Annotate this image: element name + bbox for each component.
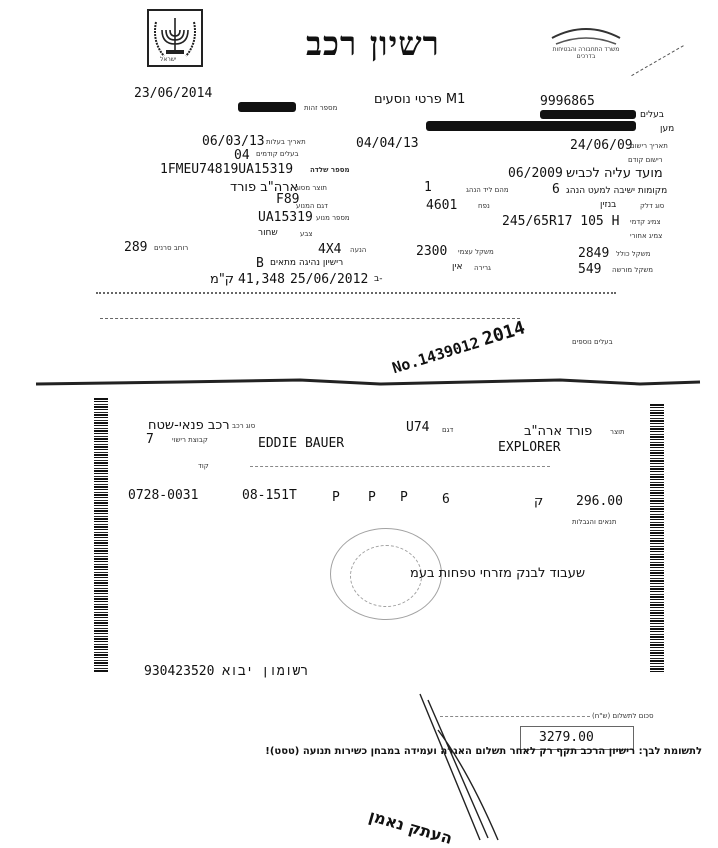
license-class-label: רישיון נהיגה מתאים <box>270 258 344 268</box>
first-road-label: מועד עליה לכביש <box>566 166 663 181</box>
total-weight: 2849 <box>578 246 610 261</box>
bank-note: שעבוד לבנק מזרחי טפחות בעמ <box>410 566 586 581</box>
odometer-prefix: ב- <box>374 274 383 284</box>
trim-name: EDDIE BAUER <box>258 436 345 451</box>
signature-true-copy: העתק נאמן <box>366 806 455 848</box>
series-name: EXPLORER <box>498 440 561 455</box>
issue-date: 23/06/2014 <box>134 86 213 101</box>
first-road-date: 06/2009 <box>508 166 563 181</box>
footer-notice: לתשומת לבך: רישיון הרכב תקף רק לאחר תשלום האגרה ועמידה במבחן כשירות תנועה (טסט)! <box>265 746 702 757</box>
dotted-line-1 <box>96 292 616 296</box>
odometer-date: 25/06/2012 <box>290 272 369 287</box>
allowed-weight-label: משקל מורשה <box>612 266 654 274</box>
color-label: צבע <box>300 230 313 238</box>
coupon-dotted <box>250 466 550 469</box>
limits-label: תנאים והגבלות <box>572 518 617 526</box>
total-amount: 3279.00 <box>539 730 594 745</box>
model-code-coupon-label: דגם <box>442 426 454 434</box>
redacted-address <box>426 121 636 131</box>
vehicle-kind-label: סוג רכב <box>232 422 256 430</box>
engine-number: UA15319 <box>258 210 313 225</box>
vehicle-kind: רכב פנאי-שטח <box>148 418 230 433</box>
emblem-caption: ישראל <box>160 56 177 63</box>
coupon-maker: פורד ארה"ב <box>524 424 593 439</box>
coupon-p1: P <box>332 490 340 505</box>
code-label: קוד <box>198 462 209 470</box>
front-tire-label: צמיג קדמי <box>630 218 661 226</box>
manufacturer: ארה"ב פורד <box>230 180 299 195</box>
drive-type-label: הנעה <box>350 246 367 254</box>
barcode-left <box>94 398 108 672</box>
beside-driver-label: מהם ליד הנהג <box>466 186 509 194</box>
signature-strokes <box>410 690 550 842</box>
license-group: 7 <box>146 432 154 447</box>
serial-year: 2014 <box>480 317 528 351</box>
engine-number-label: מספר מנוע <box>316 214 350 222</box>
license-group-label: קבוצת רישוי <box>172 436 208 444</box>
km-label: ק"מ <box>210 272 235 287</box>
coupon-short-code: 08-151T <box>242 488 297 503</box>
axle-width-label: רוחב סרנים <box>154 244 189 252</box>
coupon-fee: 296.00 <box>576 494 623 509</box>
currency-mark: ק <box>534 494 544 509</box>
chassis-number: 1FMEU74819UA15319 <box>160 162 294 177</box>
axle-width: 289 <box>124 240 148 255</box>
model-code-label: דגם המנוע <box>296 202 328 210</box>
model-code: F89 <box>276 192 300 207</box>
model-code-coupon: U74 <box>406 420 430 435</box>
barcode-right <box>650 404 664 672</box>
fuel-label: סוג דלק <box>640 202 665 210</box>
expiry-date: 04/04/13 <box>356 136 419 151</box>
own-weight-label: משקל עצמי <box>458 248 494 256</box>
address-label: מען <box>660 124 675 134</box>
seats: 6 <box>552 182 560 197</box>
road-date-label: תאריך רישום <box>630 142 668 150</box>
extra-owners-label: בעלים נוספים <box>572 338 613 346</box>
ownership-date-label: תאריך בעלות <box>266 138 306 146</box>
redacted-owner <box>540 110 636 119</box>
tear-line <box>0 376 718 396</box>
coupon-p3: P <box>400 490 408 505</box>
rear-tire-label: צמיג אחורי <box>630 232 663 240</box>
page-title: רשיון רכב <box>306 24 440 63</box>
pen-mark <box>631 45 684 78</box>
redacted-id <box>238 102 296 112</box>
owner-label: בעלים <box>640 110 664 120</box>
towing: אין <box>452 262 463 272</box>
registrar: 930423520 רשומון יבוא <box>144 664 309 679</box>
ministry-logo-text: משרד התחבורה והבטיחות בדרכים <box>552 46 620 60</box>
allowed-weight: 549 <box>578 262 602 277</box>
manufacturer-label: תוצר מסוג <box>296 184 327 192</box>
plate-number: 9996865 <box>540 94 595 109</box>
engine-cc-label: נפח <box>478 202 490 210</box>
serial-number: No.1439012 <box>390 333 482 378</box>
coupon-p2: P <box>368 490 376 505</box>
own-weight: 2300 <box>416 244 448 259</box>
sum-label: סכום לתשלום (ש"ח) <box>592 712 654 720</box>
prev-owners-label: בעלים קודמים <box>256 150 299 158</box>
license-class: B <box>256 256 264 271</box>
ownership-date: 06/03/13 <box>202 134 265 149</box>
color: שחור <box>258 228 278 238</box>
vehicle-type: M1 פרטי נוסעים <box>374 92 466 107</box>
coupon-maker-label: תוצר <box>610 428 625 436</box>
beside-driver: 1 <box>424 180 432 195</box>
seats-label: מקומות ישיבה למעט הנהג <box>566 186 668 196</box>
ministry-logo <box>546 18 626 68</box>
engine-cc: 4601 <box>426 198 458 213</box>
total-weight-label: משקל כולל <box>616 250 651 258</box>
prev-owners: 04 <box>234 148 250 163</box>
prev-license-label: רישום קודם <box>628 156 663 164</box>
dotted-line-2 <box>100 318 520 321</box>
coupon-seats: 6 <box>442 492 450 507</box>
chassis-label: מספר שלדה <box>310 166 350 174</box>
front-tire: 245/65R17 105 H <box>502 214 620 229</box>
odometer: 41,348 <box>238 272 285 287</box>
road-date: 24/06/09 <box>570 138 633 153</box>
id-label: מספר זהות <box>304 104 338 112</box>
coupon-code: 0728-0031 <box>128 488 199 503</box>
fuel: בנזין <box>600 200 617 210</box>
drive-type: 4X4 <box>318 242 342 257</box>
towing-label: גרירה <box>474 264 491 272</box>
